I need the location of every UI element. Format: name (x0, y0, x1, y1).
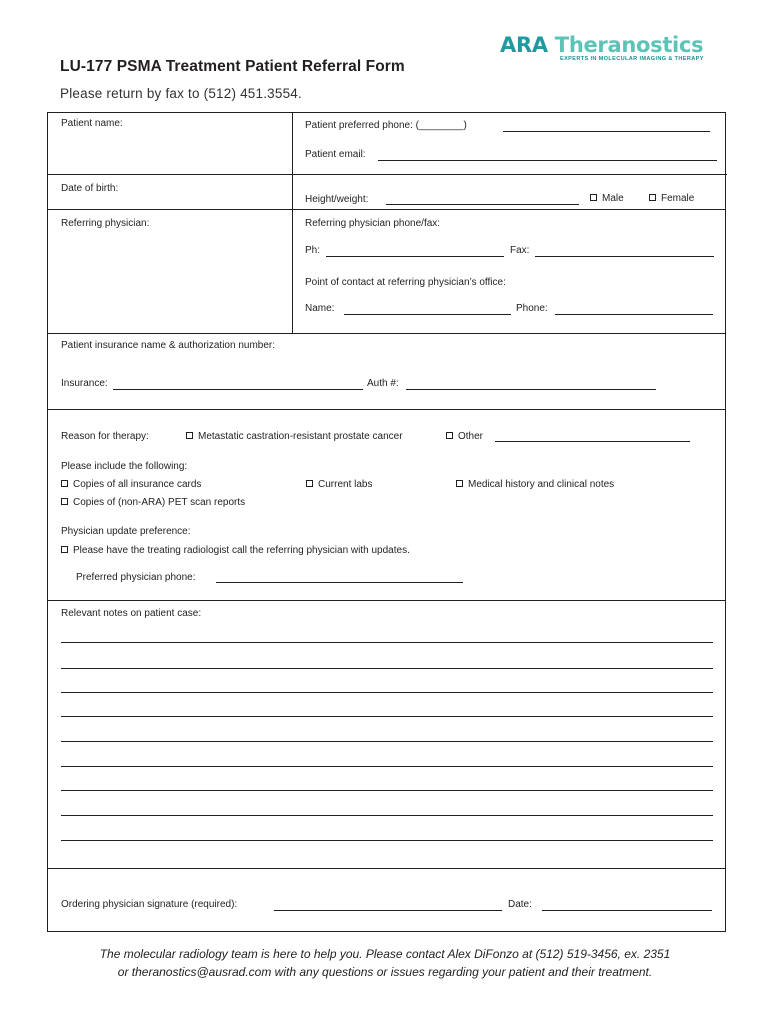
patient-phone-label: Patient preferred phone: (________) (305, 120, 467, 131)
insurance-heading: Patient insurance name & authorization number: (61, 340, 276, 351)
divider (48, 174, 727, 175)
include-insurance-option[interactable] (61, 479, 201, 491)
notes-heading: Relevant notes on patient case: (61, 608, 202, 619)
include-labs-label: Current labs (318, 479, 373, 490)
contact-name-label: Name: (305, 303, 335, 314)
contact-phone-label: Phone: (516, 303, 548, 314)
include-history-option[interactable] (456, 479, 614, 491)
insurance-field[interactable] (113, 389, 363, 390)
date-field[interactable] (542, 910, 712, 911)
female-label: Female (661, 193, 695, 204)
notes-line[interactable] (61, 668, 713, 669)
referring-physician-label: Referring physician: (61, 218, 150, 229)
height-weight-label: Height/weight: (305, 194, 369, 205)
patient-name-label: Patient name: (61, 118, 123, 129)
auth-field[interactable] (406, 389, 656, 390)
height-weight-field[interactable] (386, 204, 579, 205)
patient-email-label: Patient email: (305, 149, 366, 160)
contact-footer (0, 945, 770, 981)
footer-line-2: or theranostics@ausrad.com with any questions or issues regarding your patient and their treatment. (117, 965, 653, 979)
physician-fax-field[interactable] (535, 256, 714, 257)
preferred-phone-field[interactable] (216, 582, 463, 583)
signature-field[interactable] (274, 910, 502, 911)
other-option[interactable] (446, 431, 483, 443)
patient-email-field[interactable] (378, 160, 717, 161)
notes-line[interactable] (61, 692, 713, 693)
logo-ara-text: ARA (500, 33, 548, 57)
divider (48, 333, 725, 334)
notes-line[interactable] (61, 716, 713, 717)
notes-line[interactable] (61, 790, 713, 791)
include-pet-label: Copies of (non-ARA) PET scan reports (73, 497, 246, 508)
include-pet-option[interactable] (61, 497, 245, 509)
radiologist-call-option[interactable] (61, 545, 410, 557)
female-checkbox[interactable] (649, 194, 656, 201)
reason-for-therapy-label: Reason for therapy: (61, 431, 149, 442)
referral-form (47, 112, 726, 932)
include-heading: Please include the following: (61, 461, 188, 472)
notes-line[interactable] (61, 840, 713, 841)
contact-phone-field[interactable] (555, 314, 713, 315)
fax-instructions: Please return by fax to (512) 451.3554. (60, 86, 302, 101)
contact-name-field[interactable] (344, 314, 511, 315)
notes-line[interactable] (61, 815, 713, 816)
notes-line[interactable] (61, 642, 713, 643)
date-label: Date: (508, 899, 532, 910)
include-labs-option[interactable] (306, 479, 372, 491)
insurance-label: Insurance: (61, 378, 108, 389)
column-divider (292, 113, 293, 333)
point-of-contact-label: Point of contact at referring physician’s office: (305, 277, 506, 288)
male-checkbox[interactable] (590, 194, 597, 201)
include-pet-checkbox[interactable] (61, 498, 68, 505)
include-labs-checkbox[interactable] (306, 480, 313, 487)
auth-label: Auth #: (367, 378, 399, 389)
radiologist-call-checkbox[interactable] (61, 546, 68, 553)
form-title: LU-177 PSMA Treatment Patient Referral Form (60, 58, 405, 75)
radiologist-call-label: Please have the treating radiologist call the referring physician with updates. (73, 545, 410, 556)
other-label: Other (458, 431, 484, 442)
mcrpc-checkbox[interactable] (186, 432, 193, 439)
physician-fax-label: Fax: (510, 245, 530, 256)
other-reason-field[interactable] (495, 441, 690, 442)
patient-phone-field[interactable] (503, 131, 710, 132)
include-history-label: Medical history and clinical notes (468, 479, 615, 490)
physician-phone-fax-label: Referring physician phone/fax: (305, 218, 441, 229)
include-insurance-label: Copies of all insurance cards (73, 479, 202, 490)
mcrpc-label: Metastatic castration-resistant prostate cancer (198, 431, 403, 442)
dob-label: Date of birth: (61, 183, 119, 194)
divider (48, 209, 725, 210)
male-label: Male (602, 193, 624, 204)
update-preference-heading: Physician update preference: (61, 526, 191, 537)
divider (48, 409, 725, 410)
logo-wordmark (500, 33, 740, 57)
notes-line[interactable] (61, 741, 713, 742)
physician-ph-label: Ph: (305, 245, 321, 256)
preferred-phone-label: Preferred physician phone: (76, 572, 196, 583)
signature-label: Ordering physician signature (required): (61, 899, 238, 910)
divider (48, 868, 725, 869)
male-option[interactable] (590, 193, 624, 205)
include-insurance-checkbox[interactable] (61, 480, 68, 487)
logo-theranostics-text: Theranostics (554, 33, 704, 57)
include-history-checkbox[interactable] (456, 480, 463, 487)
other-checkbox[interactable] (446, 432, 453, 439)
female-option[interactable] (649, 193, 694, 205)
footer-line-1: The molecular radiology team is here to help you. Please contact Alex DiFonzo at (512) 519-3456, ex. 2351 (99, 947, 671, 961)
logo-tagline: EXPERTS IN MOLECULAR IMAGING & THERAPY (560, 56, 704, 62)
mcrpc-option[interactable] (186, 431, 403, 443)
ara-theranostics-logo (500, 33, 740, 62)
notes-line[interactable] (61, 766, 713, 767)
physician-ph-field[interactable] (326, 256, 504, 257)
divider (48, 600, 725, 601)
